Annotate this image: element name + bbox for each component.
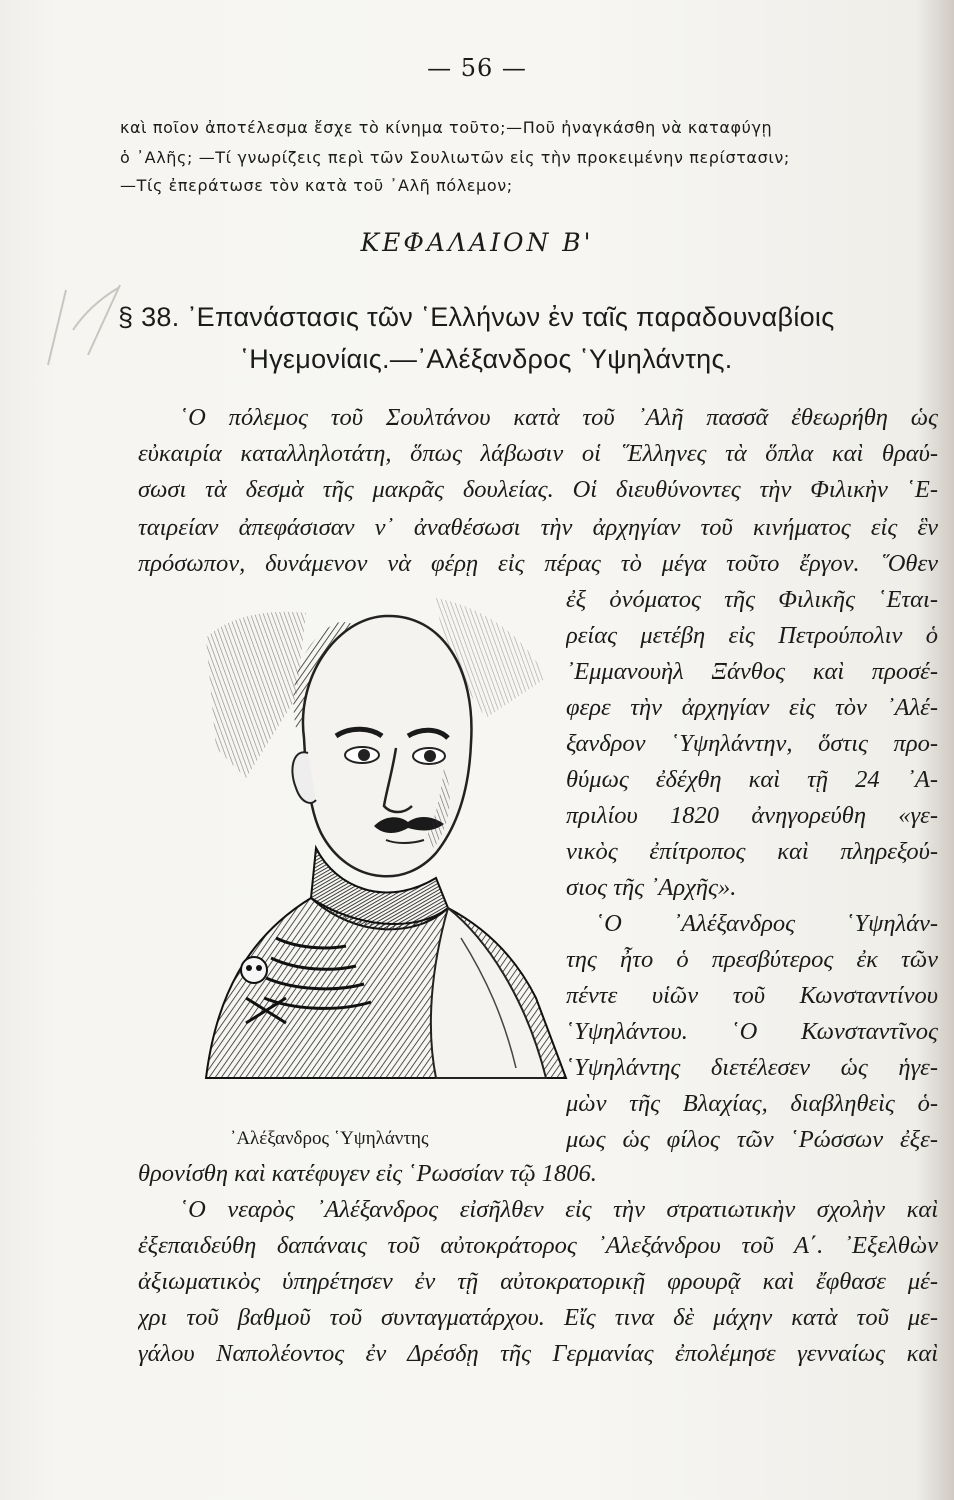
portrait-engraving (186, 578, 590, 1118)
body-text-line: ᾿Εμμανουὴλ Ξάνθος καὶ προσέ- (566, 658, 938, 685)
body-text-line: μὼν τῆς Βλαχίας, διαβληθεὶς ὁ- (566, 1090, 938, 1117)
chapter-heading: ΚΕΦΑΛΑΙΟΝ Β' (360, 228, 594, 257)
body-text-line: ῾Υψηλάντου. ῾Ο Κωνσταντῖνος (566, 1018, 938, 1045)
body-text-line: ῾Ο νεαρὸς ᾿Αλέξανδρος εἰσῆλθεν εἰς τὴν στρατιωτικὴν σχολὴν καὶ (180, 1196, 938, 1223)
body-text-line: ρείας μετέβη εἰς Πετρούπολιν ὁ (566, 622, 938, 649)
body-text-line: πριλίου 1820 ἀνηγορεύθη «γε- (566, 802, 938, 829)
body-text-line: φερε τὴν ἀρχηγίαν εἰς τὸν ᾿Αλέ- (566, 694, 938, 721)
review-question-line: —Τίς ἐπεράτωσε τὸν κατὰ τοῦ ᾿Αλῆ πόλεμον; (120, 176, 513, 195)
section-title-line: § 38. ᾿Επανάστασις τῶν ῾Ελλήνων ἐν ταῖς παραδουναβίοις (118, 302, 835, 332)
body-text-line: ῾Ο πόλεμος τοῦ Σουλτάνου κατὰ τοῦ ᾿Αλῆ πασσᾶ ἐθεωρήθη ὡς (180, 404, 938, 431)
body-text-line: μως ὡς φίλος τῶν ῾Ρώσσων ἐξε- (566, 1126, 938, 1153)
body-text-line: εὐκαιρία καταλληλοτάτη, ὅπως λάβωσιν οἱ ῞Ελληνες τὰ ὅπλα καὶ θραύ- (138, 440, 938, 467)
body-text-line: θύμως ἐδέχθη καὶ τῇ 24 ᾿Α- (566, 766, 938, 793)
body-text-line: της ἦτο ὁ πρεσβύτερος ἐκ τῶν (566, 946, 938, 973)
body-text-line: ταιρείαν ἀπεφάσισαν ν᾿ ἀναθέσωσι τὴν ἀρχηγίαν τοῦ κινήματος εἰς ἓν (138, 514, 938, 541)
body-text-line: χρι τοῦ βαθμοῦ τοῦ συνταγματάρχου. Εἴς τινα δὲ μάχην κατὰ τοῦ με- (138, 1304, 938, 1331)
body-text-line: σιος τῆς ᾿Αρχῆς». (566, 874, 737, 901)
body-text-line: ἀξιωματικὸς ὑπηρέτησεν ἐν τῇ αὐτοκρατορικῇ φρουρᾷ καὶ ἔφθασε μέ- (138, 1268, 938, 1295)
page-number: — 56 — (427, 54, 527, 82)
body-text-line: θρονίσθη καὶ κατέφυγεν εἰς ῾Ρωσσίαν τῷ 1806. (138, 1160, 597, 1187)
body-text-line: νικὸς ἐπίτροπος καὶ πληρεξού- (566, 838, 938, 865)
body-text-line: ξανδρον ῾Υψηλάντην, ὅστις προ- (566, 730, 938, 757)
body-text-line: πέντε υἱῶν τοῦ Κωνσταντίνου (566, 982, 938, 1009)
body-text-line: ῾Υψηλάντης διετέλεσεν ὡς ἡγε- (566, 1054, 938, 1081)
portrait-caption: ᾿Αλέξανδρος ῾Υψηλάντης (230, 1128, 429, 1149)
body-text-line: ῾Ο ᾿Αλέξανδρος ῾Υψηλάν- (596, 910, 938, 937)
review-question-line: καὶ ποῖον ἀποτέλεσμα ἔσχε τὸ κίνημα τοῦτο;—Ποῦ ἠναγκάσθη νὰ καταφύγῃ (120, 118, 773, 137)
body-text-line: ἐξ ὀνόματος τῆς Φιλικῆς ῾Εται- (566, 586, 938, 613)
body-text-line: ἐξεπαιδεύθη δαπάναις τοῦ αὐτοκράτορος ᾿Αλεξάνδρου τοῦ Α΄. ᾿Εξελθὼν (138, 1232, 938, 1259)
review-question-line: ὁ ᾿Αλῆς; —Τί γνωρίζεις περὶ τῶν Σουλιωτῶν εἰς τὴν προκειμένην περίστασιν; (120, 148, 790, 167)
body-text-line: πρόσωπον, δυνάμενον νὰ φέρῃ εἰς πέρας τὸ μέγα τοῦτο ἔργον. ῞Οθεν (138, 550, 938, 577)
body-text-line: σωσι τὰ δεσμὰ τῆς μακρᾶς δουλείας. Οἱ διευθύνοντες τὴν Φιλικὴν ῾Ε- (138, 476, 938, 503)
section-title-line: ῾Ηγεμονίαις.—᾿Αλέξανδρος ῾Υψηλάντης. (240, 344, 733, 374)
body-text-line: γάλου Ναπολέοντος ἐν Δρέσδῃ τῆς Γερμανίας ἐπολέμησε γενναίως καὶ (138, 1340, 938, 1367)
